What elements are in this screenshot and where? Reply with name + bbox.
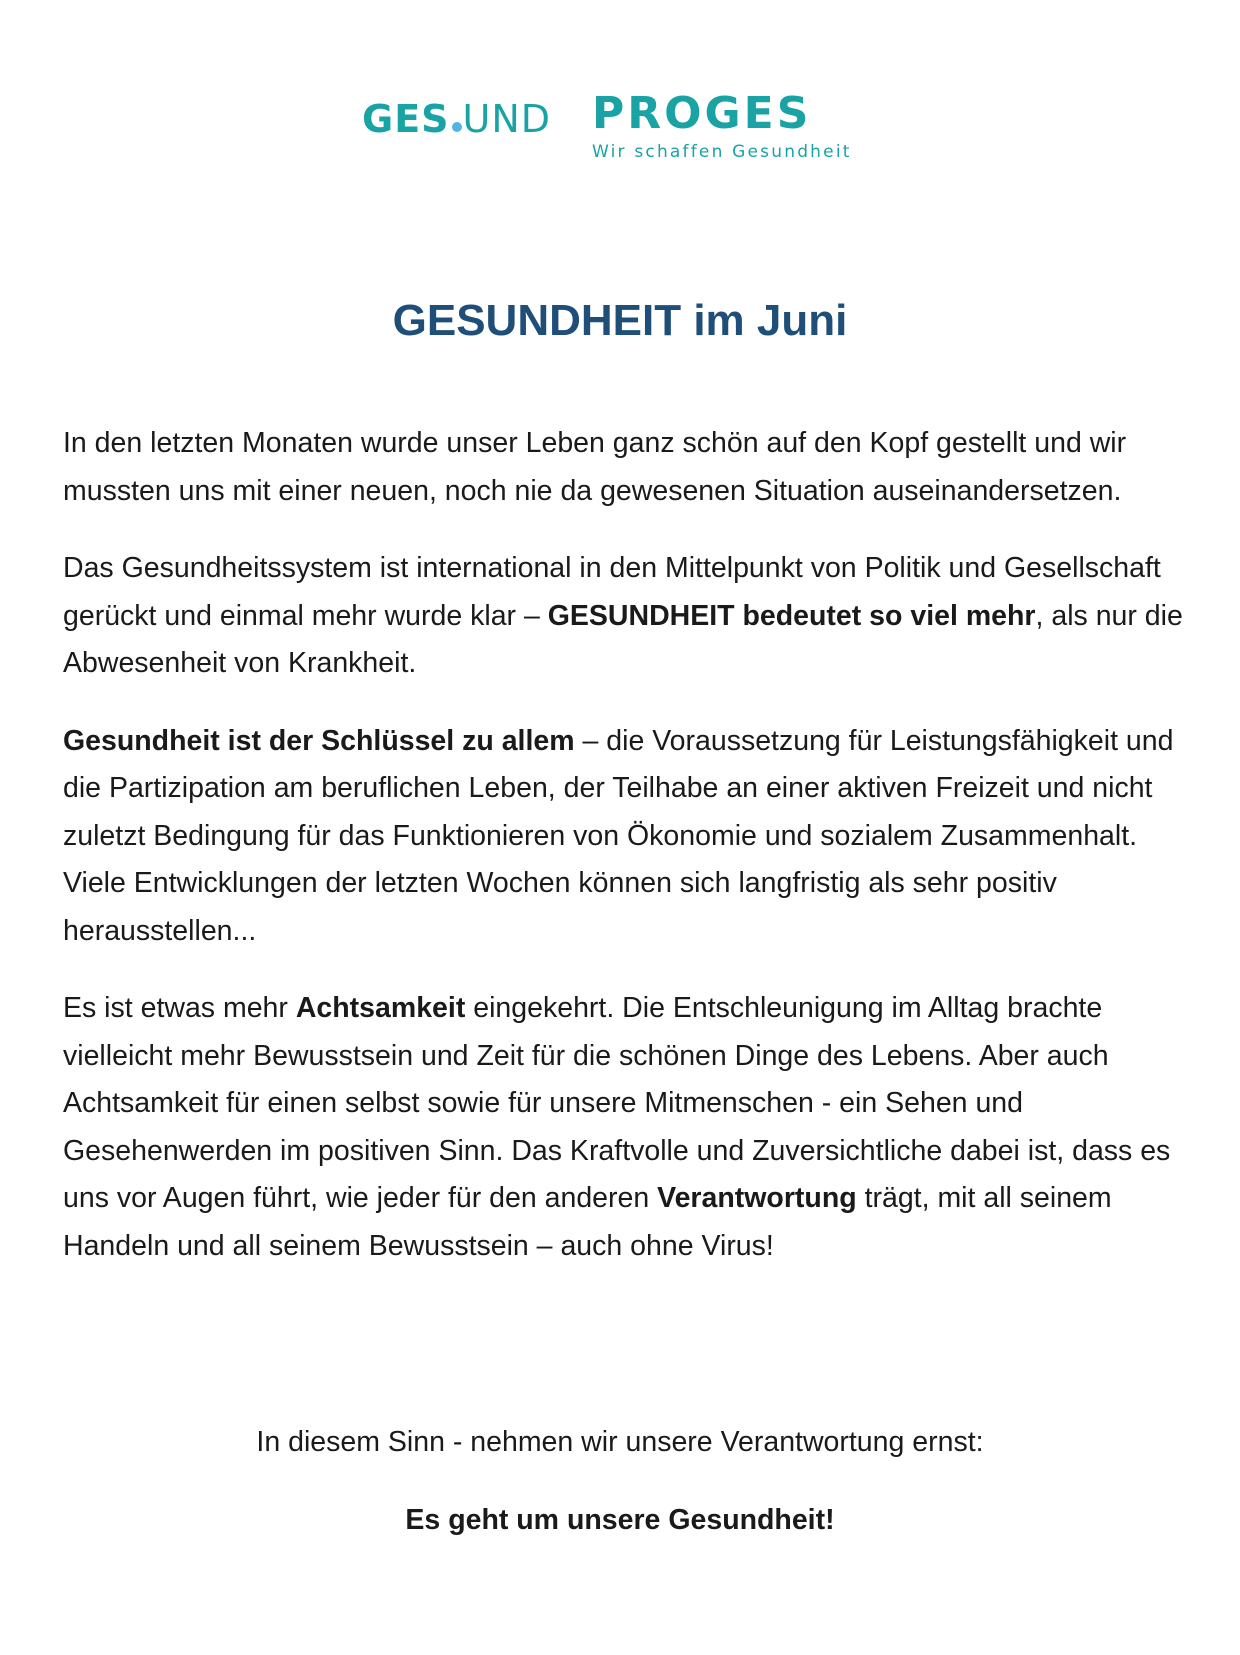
paragraph-3: [63, 718, 1183, 956]
paragraph-2: [63, 545, 1183, 688]
paragraph-2-emphasis: GESUNDHEIT bedeutet so viel mehr: [547, 599, 1036, 632]
paragraph-3-emphasis: Gesundheit ist der Schlüssel zu allem: [63, 724, 575, 757]
paragraph-4-part-c: eingekehrt. Die Entschleunigung im Alltag brachte vielleicht mehr Bewusstsein und Zeit für die schönen Dinge des Lebens. Aber auch Achtsamkeit für einen selbst sowie für unsere Mitmenschen - ein Sehen und Gesehenwerden im positiven Sinn. Das Kraftvolle und Zuversichtliche dabei ist, dass es uns vor Augen führt, wie jeder für den anderen: [63, 992, 1171, 1214]
closing-line-1: In diesem Sinn - nehmen wir unsere Verantwortung ernst:: [256, 1426, 984, 1458]
paragraph-4: [63, 985, 1183, 1270]
page-title: GESUNDHEIT im Juni: [392, 296, 848, 345]
paragraph-2-part-c: , als nur die Abwesenheit von Krankheit.: [63, 599, 1183, 679]
paragraph-4-part-a: Es ist etwas mehr: [63, 992, 296, 1024]
closing-line-2: Es geht um unsere Gesundheit!: [405, 1504, 835, 1536]
paragraph-4-emphasis-achtsamkeit: Achtsamkeit: [295, 992, 466, 1024]
paragraph-1: [63, 420, 1183, 515]
paragraph-1-text: In den letzten Monaten wurde unser Leben ganz schön auf den Kopf gestellt und wir mussten uns mit einer neuen, noch nie da gewesenen Situation auseinandersetzen.: [63, 427, 1127, 507]
body-text: [63, 420, 1183, 1300]
proges-wordmark: PROGES: [592, 88, 812, 139]
gesund-logo-right: UND: [462, 97, 552, 141]
logo-bar: [0, 88, 1240, 172]
proges-tagline: Wir schaffen Gesundheit: [592, 142, 852, 162]
paragraph-4-part-e: trägt, mit all seinem Handeln und all seinem Bewusstsein – auch ohne Virus!: [63, 1182, 1112, 1262]
gesund-logo-dot-icon: [452, 122, 462, 132]
paragraph-2-part-a: Das Gesundheitssystem ist international in den Mittelpunkt von Politik und Gesellschaft gerückt und einmal mehr wurde klar –: [63, 552, 1161, 632]
paragraph-4-emphasis-verantwortung: Verantwortung: [657, 1182, 857, 1214]
gesund-logo: [362, 97, 552, 141]
paragraph-3-part-b: – die Voraussetzung für Leistungsfähigkeit und die Partizipation am beruflichen Leben, der Teilhabe an einer aktiven Freizeit und nicht zuletzt Bedingung für das Funktionieren von Ökonomie und sozialem Zusammenhalt. Viele Entwicklungen der letzten Wochen können sich langfristig als sehr positiv herausstellen...: [63, 724, 1174, 947]
proges-logo: [592, 88, 872, 172]
gesund-logo-left: GES: [362, 97, 450, 141]
